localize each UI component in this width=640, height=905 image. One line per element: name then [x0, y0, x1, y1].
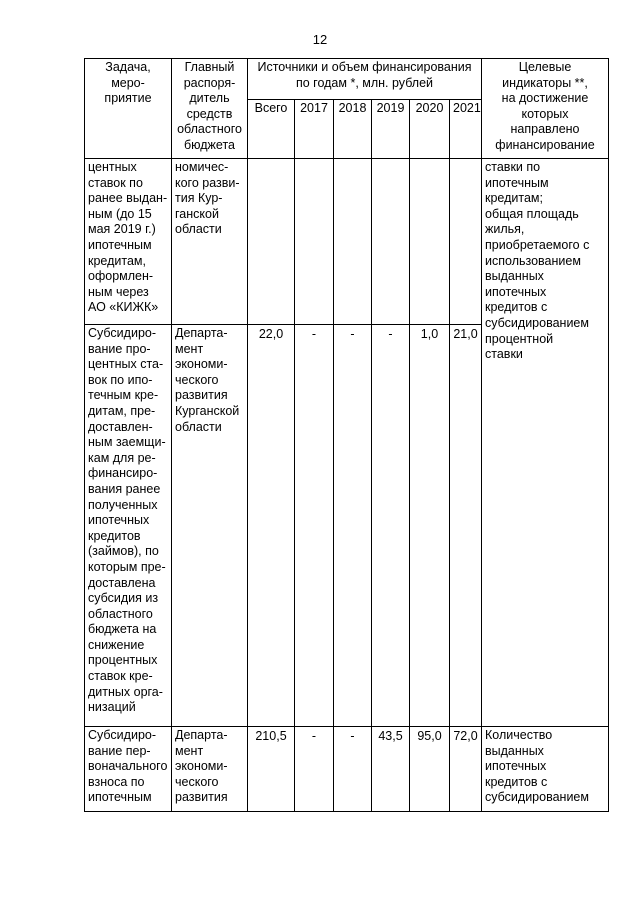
header-funding: Источники и объем финансирования по годам *, млн. рублей — [248, 59, 482, 100]
header-total: Всего — [248, 100, 295, 159]
row-task: Субсидиро- вание про- центных ста- вок по ипо- течным кре- дитам, пре- доставлен- ным заемщи- кам для ре- финансиро- вания ранее полученных ипотечных кредитов (займов), по которым пре- доставлена субсидия из областного бюджета на снижение процентных ставок кре- дитных орга- низаций — [85, 325, 172, 727]
header-year-2018: 2018 — [334, 100, 372, 159]
header-year-2019: 2019 — [372, 100, 410, 159]
row-value-2017: - — [295, 727, 334, 812]
row-total — [248, 159, 295, 325]
row-value-2018: - — [334, 727, 372, 812]
page-number: 12 — [312, 32, 328, 47]
row-value-2021: 21,0 — [450, 325, 482, 727]
row-admin: номичес- кого разви- тия Кур- ганской области — [172, 159, 248, 325]
row-admin: Департа- мент экономи- ческого развития — [172, 727, 248, 812]
row-value-2019 — [372, 159, 410, 325]
header-task: Задача, меро- приятие — [85, 59, 172, 159]
row-admin: Департа- мент экономи- ческого развития Курганской области — [172, 325, 248, 727]
row-value-2020 — [410, 159, 450, 325]
row-value-2019: - — [372, 325, 410, 727]
row-indicators: ставки по ипотечным кредитам; общая площадь жилья, приобретаемого с использованием выданных ипотечных кредитов с субсидированием процентной ставки — [482, 159, 609, 727]
row-value-2021 — [450, 159, 482, 325]
row-value-2021: 72,0 — [450, 727, 482, 812]
row-task: Субсидиро- вание пер- воначального взноса по ипотечным — [85, 727, 172, 812]
row-value-2018: - — [334, 325, 372, 727]
header-row-1 — [85, 59, 609, 100]
row-value-2019: 43,5 — [372, 727, 410, 812]
header-indicators: Целевые индикаторы **, на достижение которых направлено финансирование — [482, 59, 609, 159]
header-year-2021: 2021 — [450, 100, 482, 159]
table-row — [85, 727, 609, 812]
row-value-2017: - — [295, 325, 334, 727]
header-year-2020: 2020 — [410, 100, 450, 159]
funding-table — [84, 58, 609, 812]
row-total: 210,5 — [248, 727, 295, 812]
row-total: 22,0 — [248, 325, 295, 727]
header-year-2017: 2017 — [295, 100, 334, 159]
row-value-2020: 1,0 — [410, 325, 450, 727]
row-value-2017 — [295, 159, 334, 325]
table-row — [85, 159, 609, 325]
row-value-2020: 95,0 — [410, 727, 450, 812]
row-task: центных ставок по ранее выдан- ным (до 15 мая 2019 г.) ипотечным кредитам, оформлен- ным через АО «КИЖК» — [85, 159, 172, 325]
row-value-2018 — [334, 159, 372, 325]
row-indicators: Количество выданных ипотечных кредитов с субсидированием — [482, 727, 609, 812]
header-admin: Главный распоря- дитель средств областного бюджета — [172, 59, 248, 159]
